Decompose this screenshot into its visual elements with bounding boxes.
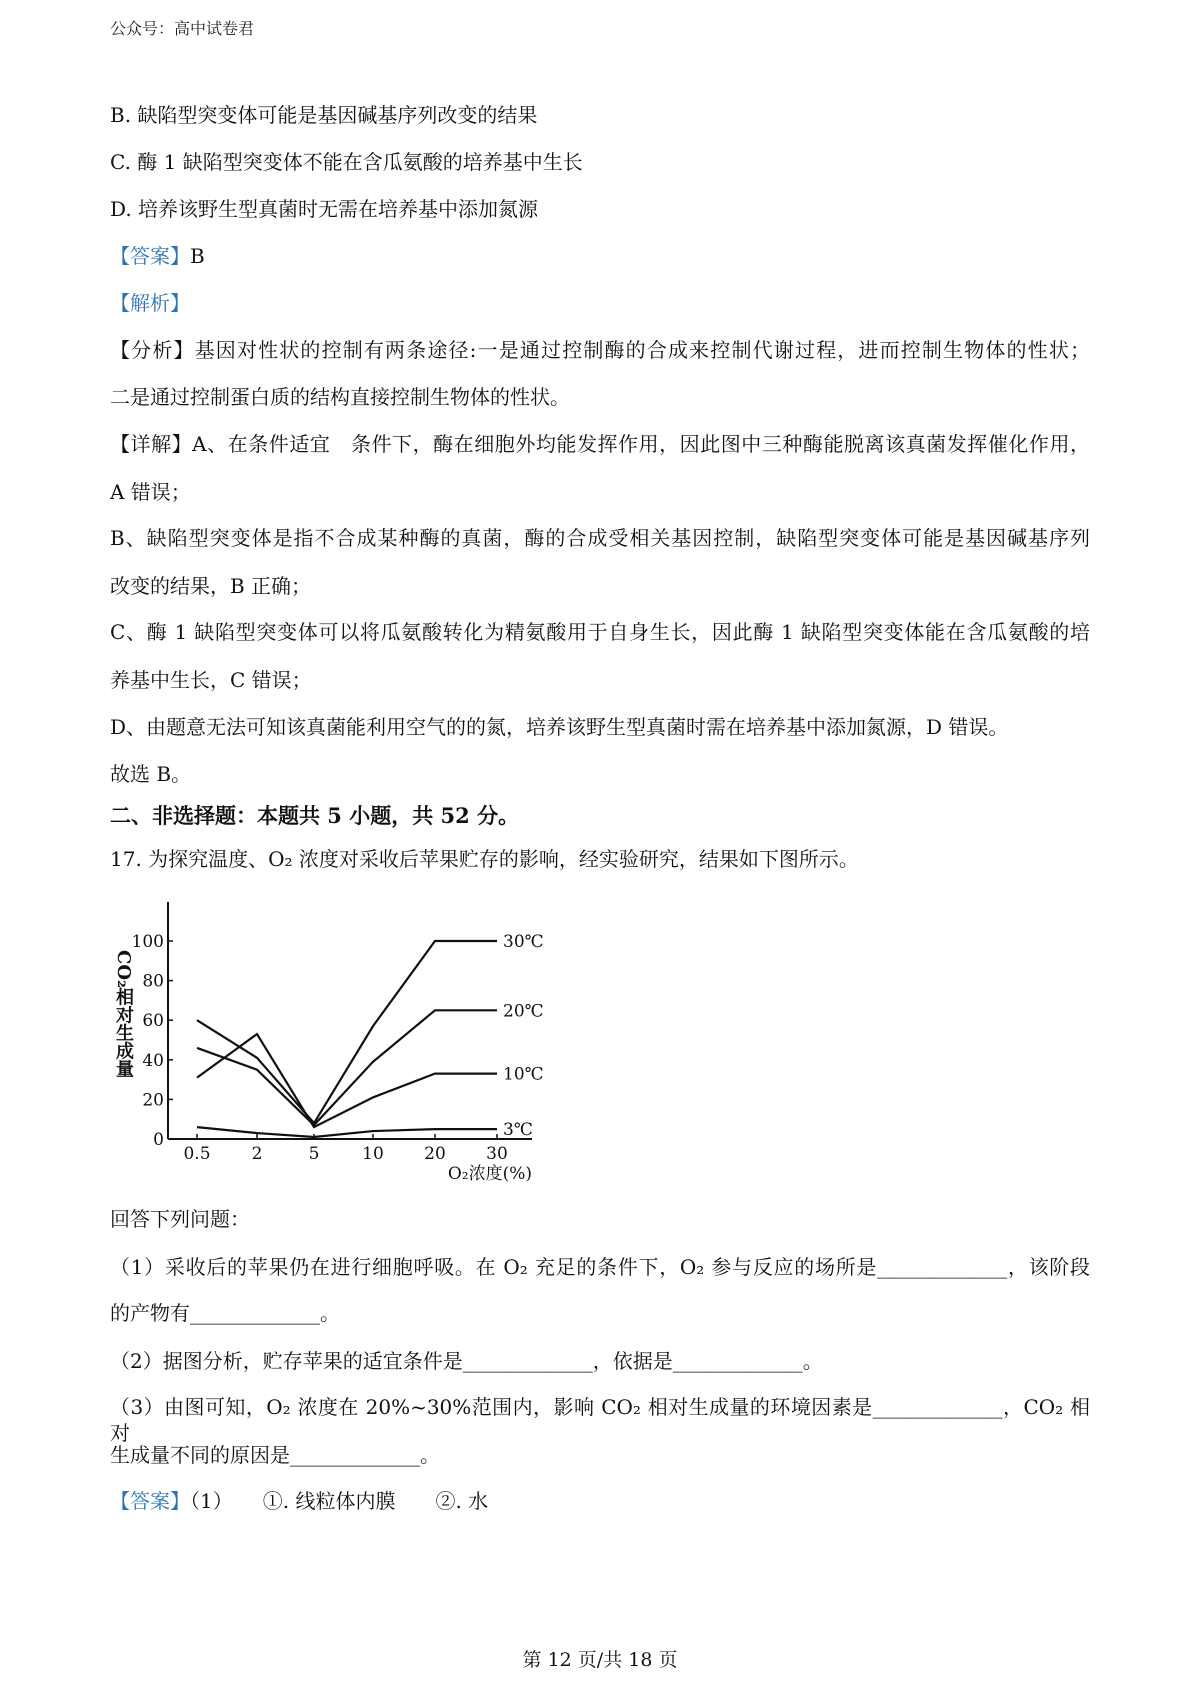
series-label: 30℃ — [503, 932, 544, 952]
body-line: B、缺陷型突变体是指不合成某种酶的真菌，酶的合成受相关基因控制，缺陷型突变体可能是基因碱基序列 — [110, 526, 1090, 550]
x-tick-label: 5 — [308, 1144, 320, 1164]
final-answer — [110, 1488, 488, 1514]
series-line — [197, 941, 497, 1123]
q2: （2）据图分析，贮存苹果的适宜条件是_____________，依据是_____________。 — [110, 1349, 823, 1373]
page-header: 公众号：高中试卷君 — [110, 19, 255, 38]
final-answer-label: 【答案】 — [110, 1489, 190, 1513]
y-tick-label: 60 — [142, 1011, 164, 1032]
body-line: 改变的结果，B 正确； — [110, 574, 312, 598]
final-answer-text: （1） ①. 线粒体内膜 ②. 水 — [190, 1489, 489, 1513]
body-line: 养基中生长，C 错误； — [110, 668, 312, 692]
line-chart — [100, 880, 560, 1200]
series-label: 20℃ — [503, 1001, 544, 1022]
q1-line1: （1）采收后的苹果仍在进行细胞呼吸。在 O₂ 充足的条件下，O₂ 参与反应的场所是_____________，该阶段 — [110, 1255, 1090, 1279]
answer-line — [110, 243, 205, 269]
y-tick-label: 40 — [142, 1050, 164, 1071]
x-axis-label: O₂浓度(%) — [447, 1164, 532, 1184]
series-label: 3℃ — [503, 1120, 533, 1141]
question-17: 17. 为探究温度、O₂ 浓度对采收后苹果贮存的影响，经实验研究，结果如下图所示。 — [110, 847, 859, 871]
series-label: 10℃ — [503, 1064, 544, 1085]
analysis-label: 【解析】 — [110, 291, 190, 315]
q3-line2: 生成量不同的原因是_____________。 — [110, 1443, 440, 1467]
y-tick-label: 100 — [131, 932, 164, 952]
answer-label: 【答案】 — [110, 244, 190, 268]
x-tick-label: 0.5 — [183, 1144, 211, 1164]
option-d: D. 培养该野生型真菌时无需在培养基中添加氮源 — [110, 197, 539, 221]
chart-ylabel: CO₂相对生成量 — [113, 950, 134, 1078]
section-heading: 二、非选择题：本题共 5 小题，共 52 分。 — [110, 803, 520, 828]
body-line: 【详解】A、在条件适宜 条件下，酶在细胞外均能发挥作用，因此图中三种酶能脱离该真菌发挥催化作用， — [110, 432, 1090, 456]
body-line: A 错误； — [110, 480, 191, 504]
answer-value: B — [190, 244, 205, 268]
option-c: C. 酶 1 缺陷型突变体不能在含瓜氨酸的培养基中生长 — [110, 150, 583, 174]
body-line: 故选 B。 — [110, 762, 192, 786]
page-footer: 第 12 页/共 18 页 — [522, 1649, 678, 1671]
y-tick-label: 80 — [142, 971, 164, 992]
q3-line1: （3）由图可知，O₂ 浓度在 20%~30%范围内，影响 CO₂ 相对生成量的环境因素是_____________，CO₂ 相对 — [110, 1395, 1090, 1445]
option-b: B. 缺陷型突变体可能是基因碱基序列改变的结果 — [110, 103, 538, 127]
x-tick-label: 10 — [362, 1144, 384, 1164]
q1-line2: 的产物有_____________。 — [110, 1301, 340, 1325]
prompt: 回答下列问题： — [110, 1207, 250, 1231]
body-line: D、由题意无法可知该真菌能利用空气的的氮，培养该野生型真菌时需在培养基中添加氮源，D 错误。 — [110, 715, 1009, 739]
body-line: C、酶 1 缺陷型突变体可以将瓜氨酸转化为精氨酸用于自身生长，因此酶 1 缺陷型突变体能在含瓜氨酸的培 — [110, 620, 1090, 644]
y-tick-label: 0 — [153, 1130, 164, 1150]
y-tick-label: 20 — [142, 1090, 164, 1111]
x-tick-label: 2 — [251, 1144, 263, 1164]
x-tick-label: 30 — [486, 1144, 508, 1164]
body-line: 二是通过控制蛋白质的结构直接控制生物体的性状。 — [110, 385, 570, 409]
body-line: 【分析】基因对性状的控制有两条途径:一是通过控制酶的合成来控制代谢过程，进而控制生物体的性状； — [110, 338, 1090, 362]
series-line — [197, 1127, 497, 1137]
x-tick-label: 20 — [424, 1144, 446, 1164]
